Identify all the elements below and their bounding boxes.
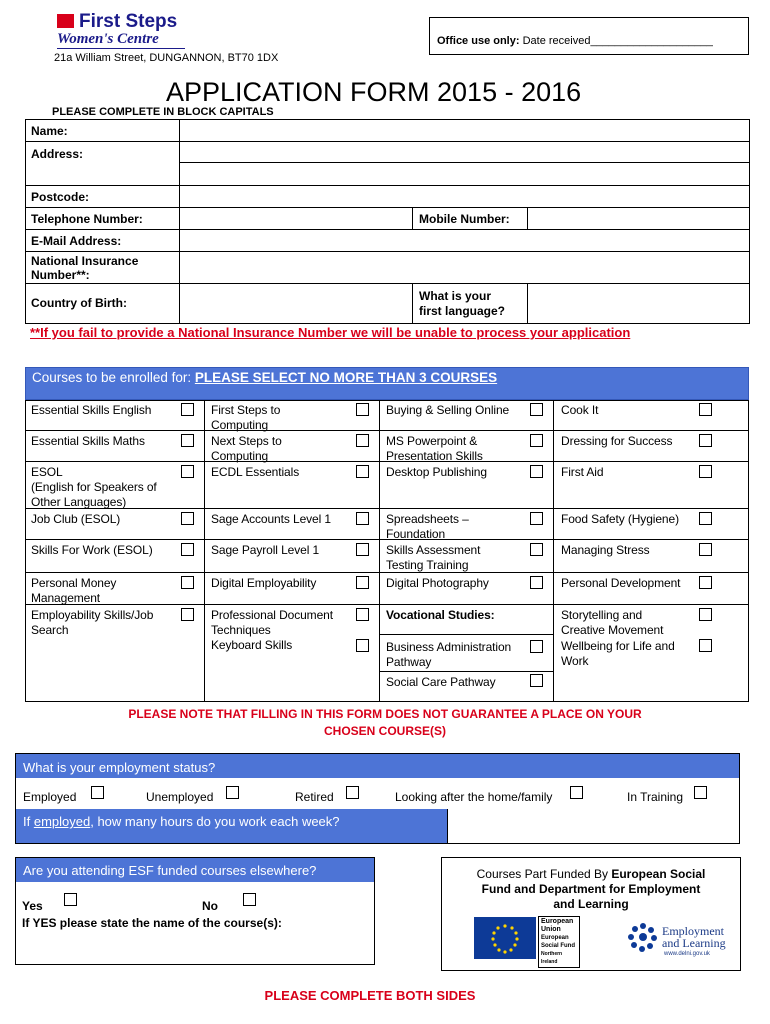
esf-state-label: If YES please state the name of the course(s): [22, 916, 282, 930]
course-food-safety: Food Safety (Hygiene) [561, 512, 679, 526]
mobile-field[interactable] [528, 208, 749, 229]
course-first-aid: First Aid [561, 465, 604, 479]
employment-option-unemployed[interactable]: Unemployed [146, 790, 214, 804]
country-field[interactable] [180, 284, 412, 324]
checkbox-personal-money[interactable] [181, 576, 194, 589]
checkbox-desktop-publishing[interactable] [530, 465, 543, 478]
checkbox-professional-document[interactable] [356, 608, 369, 621]
guarantee-notice: PLEASE NOTE THAT FILLING IN THIS FORM DOES NOT GUARANTEE A PLACE ON YOUR CHOSEN COURSE(S) [128, 707, 642, 738]
checkbox-sage-payroll[interactable] [356, 543, 369, 556]
hours-field[interactable] [447, 809, 739, 843]
checkbox-dressing-success[interactable] [699, 434, 712, 447]
course-professional-document: Professional Document Techniques Keyboard Skills [211, 608, 333, 652]
esf-course-field[interactable] [20, 933, 370, 963]
course-storytelling: Storytelling and Creative Movement [561, 608, 664, 637]
course-employability-skills: Employability Skills/Job Search [31, 608, 154, 637]
courses-header-prefix: Courses to be enrolled for: [32, 370, 195, 385]
checkbox-storytelling[interactable] [699, 608, 712, 621]
employment-option-training[interactable]: In Training [627, 790, 684, 804]
del-logo-mark [627, 921, 659, 953]
esf-yes-label: Yes [22, 899, 43, 913]
checkbox-social-care[interactable] [530, 674, 543, 687]
course-wellbeing: Wellbeing for Life and Work [561, 639, 675, 668]
page-title: APPLICATION FORM 2015 - 2016 [166, 77, 582, 107]
employment-option-retired[interactable]: Retired [295, 790, 334, 804]
hours-question: If employed, how many hours do you work each week? [16, 809, 447, 843]
telephone-field[interactable] [180, 208, 412, 229]
course-sage-payroll: Sage Payroll Level 1 [211, 543, 320, 557]
nin-warning: **If you fail to provide a National Insurance Number we will be unable to process your application [30, 325, 631, 340]
esf-no-label: No [202, 899, 218, 913]
course-dressing-success: Dressing for Success [561, 434, 673, 448]
course-ms-powerpoint: MS Powerpoint & Presentation Skills [386, 434, 483, 463]
course-personal-money: Personal Money Management [31, 576, 117, 605]
course-social-care: Social Care Pathway [386, 675, 496, 689]
course-ecdl: ECDL Essentials [211, 465, 300, 479]
name-field[interactable] [180, 120, 749, 141]
employment-option-home[interactable]: Looking after the home/family [395, 790, 553, 804]
checkbox-essential-maths[interactable] [181, 434, 194, 447]
office-use-text [437, 35, 713, 47]
courses-header-emph: PLEASE SELECT NO MORE THAN 3 COURSES [194, 370, 498, 385]
course-desktop-publishing: Desktop Publishing [386, 465, 487, 479]
course-job-club: Job Club (ESOL) [31, 512, 121, 526]
language-label: What is your first language? [419, 289, 506, 318]
checkbox-managing-stress[interactable] [699, 543, 712, 556]
checkbox-next-steps[interactable] [356, 434, 369, 447]
checkbox-first-aid[interactable] [699, 465, 712, 478]
course-essential-maths: Essential Skills Maths [31, 434, 145, 448]
page-subtitle: PLEASE COMPLETE IN BLOCK CAPITALS [52, 106, 274, 118]
course-first-steps: First Steps to Computing [211, 403, 281, 432]
checkbox-personal-development[interactable] [699, 576, 712, 589]
checkbox-spreadsheets[interactable] [530, 512, 543, 525]
checkbox-ms-powerpoint[interactable] [530, 434, 543, 447]
address-field[interactable] [180, 142, 749, 185]
employment-question: What is your employment status? [16, 754, 739, 778]
del-logo-text: Employment and Learning [662, 924, 726, 950]
course-digital-photography: Digital Photography [386, 576, 489, 590]
header-address: 21a William Street, DUNGANNON, BT70 1DX [54, 52, 279, 64]
checkbox-digital-employability[interactable] [356, 576, 369, 589]
checkbox-home[interactable] [570, 786, 583, 799]
checkbox-ecdl[interactable] [356, 465, 369, 478]
checkbox-job-club[interactable] [181, 512, 194, 525]
funding-text: Courses Part Funded By European Social Fund and Department for Employment and Learning [476, 867, 706, 911]
checkbox-retired[interactable] [346, 786, 359, 799]
course-buying-selling: Buying & Selling Online [386, 403, 510, 417]
checkbox-sage-accounts[interactable] [356, 512, 369, 525]
eu-flag [474, 917, 536, 959]
footer-notice: PLEASE COMPLETE BOTH SIDES [264, 988, 476, 1003]
checkbox-unemployed[interactable] [226, 786, 239, 799]
courses-header [25, 367, 749, 400]
employment-option-employed[interactable]: Employed [23, 790, 77, 804]
checkbox-skills-for-work[interactable] [181, 543, 194, 556]
office-use-date: Date received____________________ [522, 35, 713, 47]
course-skills-for-work: Skills For Work (ESOL) [31, 543, 153, 557]
checkbox-food-safety[interactable] [699, 512, 712, 525]
esf-question: Are you attending ESF funded courses elsewhere? [16, 858, 374, 882]
mobile-label: Mobile Number: [419, 212, 510, 226]
nin-field[interactable] [180, 252, 749, 283]
checkbox-cook-it[interactable] [699, 403, 712, 416]
name-label: Name: [31, 124, 68, 138]
course-managing-stress: Managing Stress [561, 543, 650, 557]
nin-label: National Insurance Number**: [31, 254, 139, 282]
logo-mark [57, 14, 74, 28]
postcode-label: Postcode: [31, 190, 90, 204]
checkbox-esol[interactable] [181, 465, 194, 478]
postcode-field[interactable] [180, 186, 749, 207]
checkbox-employed[interactable] [91, 786, 104, 799]
checkbox-wellbeing[interactable] [699, 639, 712, 652]
checkbox-buying-selling[interactable] [530, 403, 543, 416]
checkbox-keyboard-skills[interactable] [356, 639, 369, 652]
checkbox-first-steps[interactable] [356, 403, 369, 416]
email-field[interactable] [180, 230, 749, 251]
telephone-label: Telephone Number: [31, 212, 143, 226]
eu-logo-text: European Union European Social Fund Northern Ireland [538, 916, 580, 968]
checkbox-esf-yes[interactable] [64, 893, 77, 906]
logo-title: First Steps [79, 11, 178, 32]
checkbox-digital-photography[interactable] [530, 576, 543, 589]
del-website: www.delni.gov.uk [664, 951, 710, 957]
address-label: Address: [31, 147, 84, 161]
course-cook-it: Cook It [561, 403, 599, 417]
course-digital-employability: Digital Employability [211, 576, 317, 590]
email-label: E-Mail Address: [31, 234, 122, 248]
course-esol: ESOL (English for Speakers of Other Languages) [31, 465, 157, 509]
checkbox-skills-assessment[interactable] [530, 543, 543, 556]
logo-underline [57, 48, 185, 49]
checkbox-esf-no[interactable] [243, 893, 256, 906]
course-next-steps: Next Steps to Computing [211, 434, 282, 463]
logo-subtitle: Women's Centre [57, 31, 159, 47]
course-sage-accounts: Sage Accounts Level 1 [211, 512, 331, 526]
checkbox-business-admin[interactable] [530, 640, 543, 653]
language-field[interactable] [528, 284, 749, 324]
checkbox-essential-english[interactable] [181, 403, 194, 416]
course-personal-development: Personal Development [561, 576, 681, 590]
course-essential-english: Essential Skills English [31, 403, 152, 417]
checkbox-training[interactable] [694, 786, 707, 799]
office-use-label: Office use only: [437, 35, 520, 47]
course-skills-assessment: Skills Assessment Testing Training [386, 543, 481, 572]
vocational-studies-heading: Vocational Studies: [386, 608, 495, 622]
course-spreadsheets: Spreadsheets – Foundation [386, 512, 469, 541]
course-business-admin: Business Administration Pathway [386, 640, 512, 669]
checkbox-employability-skills[interactable] [181, 608, 194, 621]
country-label: Country of Birth: [31, 296, 127, 310]
